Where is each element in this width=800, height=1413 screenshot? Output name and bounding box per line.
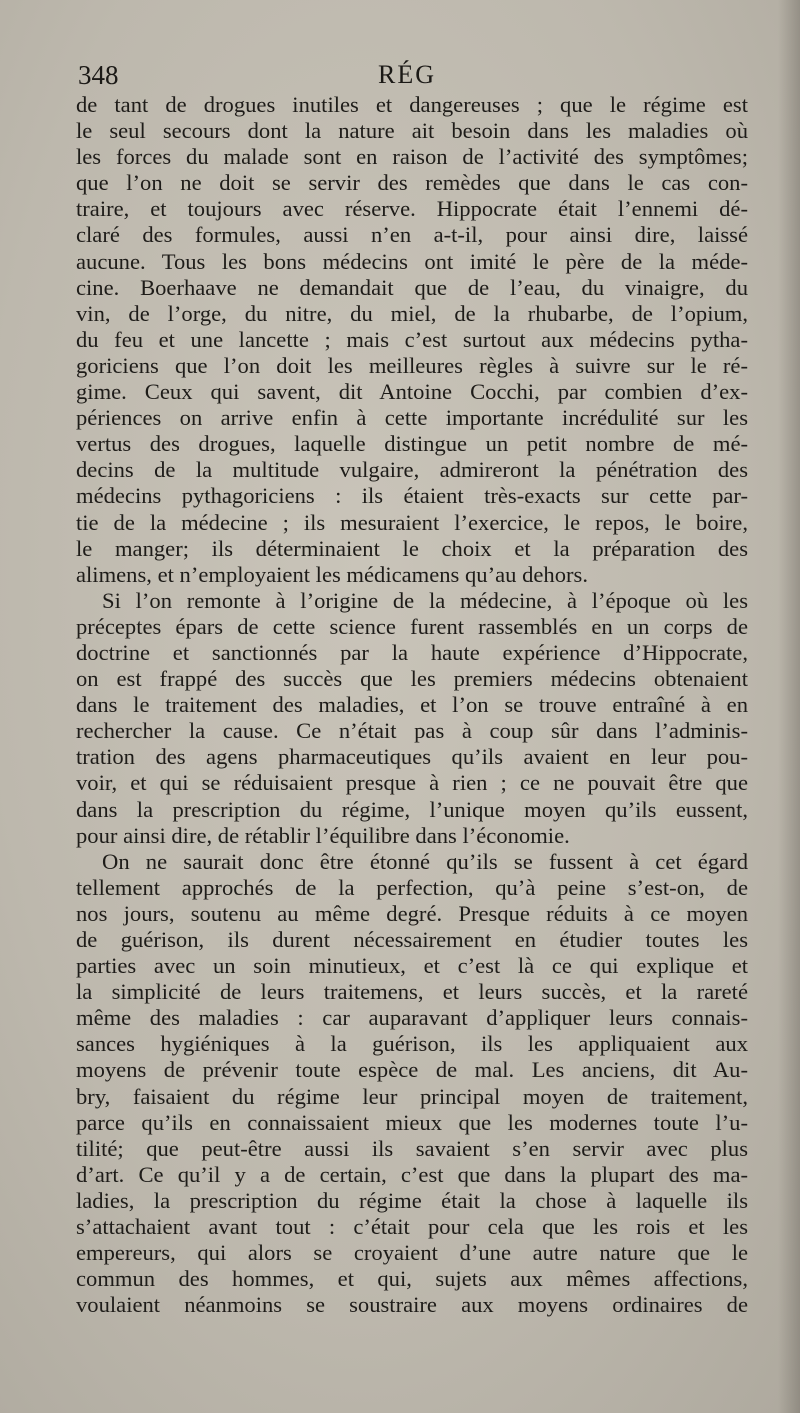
text-line: même des maladies : car auparavant d’appliquer leurs connais- [76, 1005, 748, 1031]
text-line: claré des formules, aussi n’en a-t-il, pour ainsi dire, laissé [76, 222, 748, 248]
text-line: parce qu’ils en connaissaient mieux que les modernes toute l’u- [76, 1109, 748, 1135]
text-line: on est frappé des succès que les premiers médecins obtenaient [76, 666, 748, 692]
text-line: vin, de l’orge, du nitre, du miel, de la rhubarbe, de l’opium, [76, 300, 748, 326]
text-line: bry, faisaient du régime leur principal moyen de traitement, [76, 1083, 748, 1109]
text-line: goriciens que l’on doit les meilleures règles à suivre sur le ré- [76, 352, 748, 378]
page-header [78, 60, 746, 90]
text-line: voulaient néanmoins se soustraire aux moyens ordinaires de [76, 1292, 748, 1318]
text-line: s’attachaient avant tout : c’était pour cela que les rois et les [76, 1214, 748, 1240]
text-line: parties avec un soin minutieux, et c’est là ce qui explique et [76, 953, 748, 979]
text-line: les forces du malade sont en raison de l’activité des symptômes; [76, 144, 748, 170]
text-line: aucune. Tous les bons médecins ont imité le père de la méde- [76, 248, 748, 274]
text-line: moyens de prévenir toute espèce de mal. Les anciens, dit Au- [76, 1057, 748, 1083]
page-gutter-shadow [778, 0, 800, 1413]
text-line: dans le traitement des maladies, et l’on se trouve entraîné à en [76, 692, 748, 718]
text-line: dans la prescription du régime, l’unique moyen qu’ils eussent, [76, 796, 748, 822]
paragraph [76, 588, 748, 849]
text-line: la simplicité de leurs traitemens, et leurs succès, et la rareté [76, 979, 748, 1005]
text-line: le seul secours dont la nature ait besoin dans les maladies où [76, 118, 748, 144]
text-line: le manger; ils déterminaient le choix et la préparation des [76, 535, 748, 561]
paragraph [76, 849, 748, 1319]
text-line: voir, et qui se réduisaient presque à rien ; ce ne pouvait être que [76, 770, 748, 796]
text-line: empereurs, qui alors se croyaient d’une autre nature que le [76, 1240, 748, 1266]
text-line: On ne saurait donc être étonné qu’ils se fussent à cet égard [102, 848, 748, 874]
text-line: d’art. Ce qu’il y a de certain, c’est que dans la plupart des ma- [76, 1161, 748, 1187]
text-line: alimens, et n’employaient les médicamens qu’au dehors. [76, 561, 588, 587]
text-line: tie de la médecine ; ils mesuraient l’exercice, le repos, le boire, [76, 509, 748, 535]
text-line: tration des agens pharmaceutiques qu’ils avaient en leur pou- [76, 744, 748, 770]
text-line: sances hygiéniques à la guérison, ils les appliquaient aux [76, 1031, 748, 1057]
text-line: de guérison, ils durent nécessairement en étudier toutes les [76, 927, 748, 952]
text-line: Si l’on remonte à l’origine de la médecine, à l’époque où les [102, 587, 748, 613]
text-line: vertus des drogues, laquelle distingue un petit nombre de mé- [76, 431, 748, 457]
text-line: de tant de drogues inutiles et dangereuses ; que le régime est [76, 92, 748, 117]
text-line: doctrine et sanctionnés par la haute expérience d’Hippocrate, [76, 639, 748, 665]
text-line: commun des hommes, et qui, sujets aux mêmes affections, [76, 1266, 748, 1292]
text-line: ladies, la prescription du régime était la chose à laquelle ils [76, 1187, 748, 1213]
text-line: préceptes épars de cette science furent rassemblés en un corps de [76, 613, 748, 639]
text-line: traire, et toujours avec réserve. Hippocrate était l’ennemi dé- [76, 196, 748, 222]
body-text [76, 92, 748, 1318]
text-line: tilité; que peut-être aussi ils savaient s’en servir avec plus [76, 1135, 748, 1161]
text-line: pour ainsi dire, de rétablir l’équilibre dans l’économie. [76, 822, 570, 848]
text-line: périences on arrive enfin à cette importante incrédulité sur les [76, 405, 748, 431]
text-line: gime. Ceux qui savent, dit Antoine Cocchi, par combien d’ex- [76, 379, 748, 405]
text-line: que l’on ne doit se servir des remèdes que dans le cas con- [76, 170, 748, 196]
text-line: médecins pythagoriciens : ils étaient très-exacts sur cette par- [76, 483, 748, 509]
text-line: du feu et une lancette ; mais c’est surtout aux médecins pytha- [76, 326, 748, 352]
text-line: decins de la multitude vulgaire, admireront la pénétration des [76, 457, 748, 483]
text-line: rechercher la cause. Ce n’était pas à coup sûr dans l’adminis- [76, 718, 748, 744]
page-number: 348 [78, 60, 119, 90]
running-head: RÉG [378, 60, 436, 89]
paragraph [76, 92, 748, 588]
text-line: cine. Boerhaave ne demandait que de l’eau, du vinaigre, du [76, 274, 748, 300]
text-line: tellement approchés de la perfection, qu’à peine s’est-on, de [76, 874, 748, 900]
text-line: nos jours, soutenu au même degré. Presque réduits à ce moyen [76, 900, 748, 926]
